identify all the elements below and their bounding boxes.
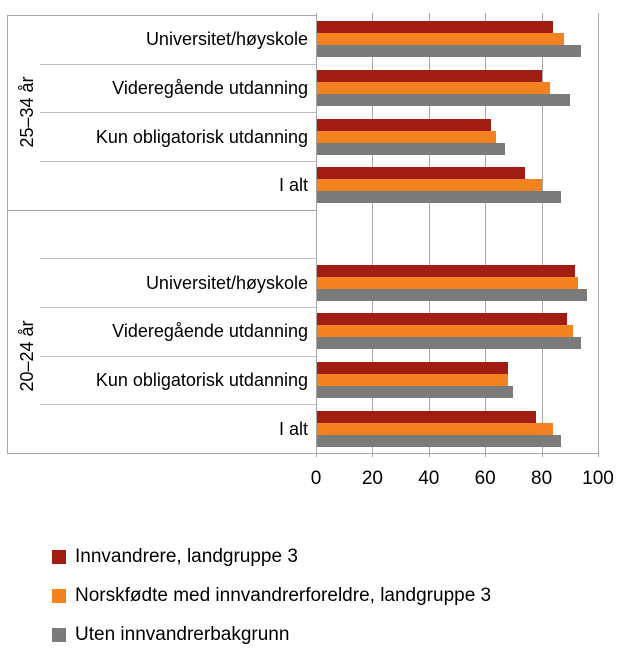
bar: [317, 191, 561, 203]
gridline: [598, 13, 599, 457]
bar: [317, 411, 536, 423]
bar: [317, 179, 542, 191]
group-label: 20–24 år: [17, 320, 37, 392]
bar: [317, 362, 508, 374]
bar: [317, 70, 542, 82]
category-separator: [40, 64, 316, 65]
x-axis-tick-label: 0: [310, 468, 322, 489]
bar: [317, 374, 508, 386]
bar: [317, 423, 553, 435]
group-divider: [7, 210, 316, 211]
bar: [317, 131, 496, 143]
bar: [317, 119, 491, 131]
category-label: Universitet/høyskole: [145, 29, 308, 50]
legend: [52, 537, 491, 654]
bar: [317, 167, 525, 179]
legend-swatch-uten-bakgrunn: [52, 628, 66, 642]
legend-label: Uten innvandrerbakgrunn: [75, 624, 290, 645]
legend-label: Innvandrere, landgruppe 3: [75, 546, 298, 567]
bar: [317, 277, 578, 289]
bar: [317, 337, 581, 349]
x-axis-line: [7, 453, 598, 454]
legend-swatch-innvandrere: [52, 550, 66, 564]
x-axis-tick-label: 40: [418, 468, 440, 489]
bar: [317, 33, 564, 45]
category-label: Kun obligatorisk utdanning: [95, 126, 308, 147]
legend-item: [52, 537, 491, 576]
category-separator: [40, 307, 316, 308]
x-axis-tick-label: 20: [361, 468, 383, 489]
category-label: Universitet/høyskole: [145, 272, 308, 293]
x-axis-tick-label: 100: [582, 468, 614, 489]
category-label: Videregående utdanning: [112, 321, 308, 342]
category-label: I alt: [278, 418, 308, 439]
bar: [317, 45, 581, 57]
category-label: Videregående utdanning: [112, 78, 308, 98]
bar: [317, 143, 505, 155]
bar: [317, 21, 553, 33]
bar: [317, 82, 550, 94]
category-label: I alt: [278, 175, 308, 196]
x-axis-tick-label: 60: [474, 468, 496, 489]
category-separator: [40, 404, 316, 405]
legend-item: [52, 615, 491, 654]
bar: [317, 435, 561, 447]
category-separator: [40, 258, 316, 259]
legend-swatch-norskfodte: [52, 589, 66, 603]
gridline: [542, 13, 543, 457]
bar: [317, 289, 587, 301]
category-label: Kun obligatorisk utdanning: [95, 370, 308, 390]
x-axis-tick-label: 80: [531, 468, 553, 489]
legend-label: Norskfødte med innvandrerforeldre, landgruppe 3: [75, 585, 492, 606]
category-separator: [40, 161, 316, 162]
group-label: 25–34 år: [17, 76, 37, 148]
bar: [317, 265, 575, 277]
category-separator: [40, 112, 316, 113]
legend-item: [52, 576, 491, 615]
bar: [317, 325, 573, 337]
label-area-left-border: [7, 15, 8, 453]
bar: [317, 313, 567, 325]
label-area-top-border: [7, 15, 316, 16]
bar: [317, 94, 570, 106]
bar: [317, 386, 513, 398]
category-separator: [40, 356, 316, 357]
